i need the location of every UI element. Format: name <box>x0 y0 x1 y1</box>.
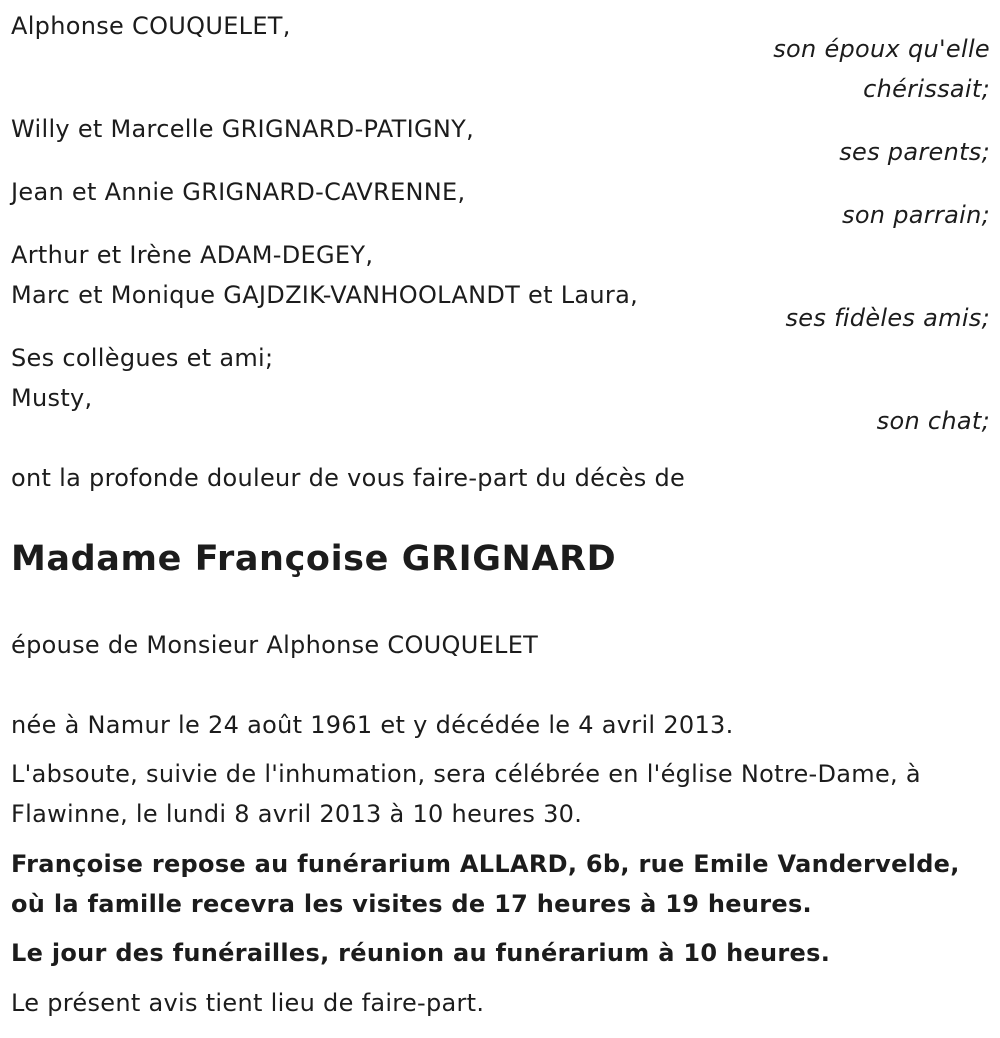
announcement-text: ont la profonde douleur de vous faire-part du décès de <box>11 464 686 492</box>
family-name-friends-1: Arthur et Irène ADAM-DEGEY, <box>11 241 374 269</box>
spouse-line: épouse de Monsieur Alphonse COUQUELET <box>11 631 539 659</box>
family-name-friends-2: Marc et Monique GAJDZIK-VANHOOLANDT et Laura, <box>11 281 638 309</box>
family-name-husband: Alphonse COUQUELET, <box>11 12 291 40</box>
funerarium-line-1: Françoise repose au funérarium ALLARD, 6b, rue Emile Vandervelde, <box>11 850 960 878</box>
role-friends: ses fidèles amis; <box>785 304 990 332</box>
family-name-godfather: Jean et Annie GRIGNARD-CAVRENNE, <box>11 178 466 206</box>
role-husband-line2: chérissait; <box>863 75 990 103</box>
closing-line: Le présent avis tient lieu de faire-part. <box>11 989 485 1017</box>
birth-death-line: née à Namur le 24 août 1961 et y décédée le 4 avril 2013. <box>11 711 734 739</box>
family-name-cat: Musty, <box>11 384 93 412</box>
role-husband-line1: son époux qu'elle <box>773 35 990 63</box>
family-name-parents: Willy et Marcelle GRIGNARD-PATIGNY, <box>11 115 474 143</box>
ceremony-line-1: L'absoute, suivie de l'inhumation, sera célébrée en l'église Notre-Dame, à <box>11 760 921 788</box>
role-godfather: son parrain; <box>842 201 990 229</box>
family-name-colleagues: Ses collègues et ami; <box>11 344 274 372</box>
deceased-name: Madame Françoise GRIGNARD <box>11 539 617 579</box>
funeral-day-line: Le jour des funérailles, réunion au funérarium à 10 heures. <box>11 939 831 967</box>
ceremony-line-2: Flawinne, le lundi 8 avril 2013 à 10 heures 30. <box>11 800 583 828</box>
funerarium-line-2: où la famille recevra les visites de 17 heures à 19 heures. <box>11 890 812 918</box>
role-parents: ses parents; <box>839 138 990 166</box>
role-cat: son chat; <box>876 407 990 435</box>
